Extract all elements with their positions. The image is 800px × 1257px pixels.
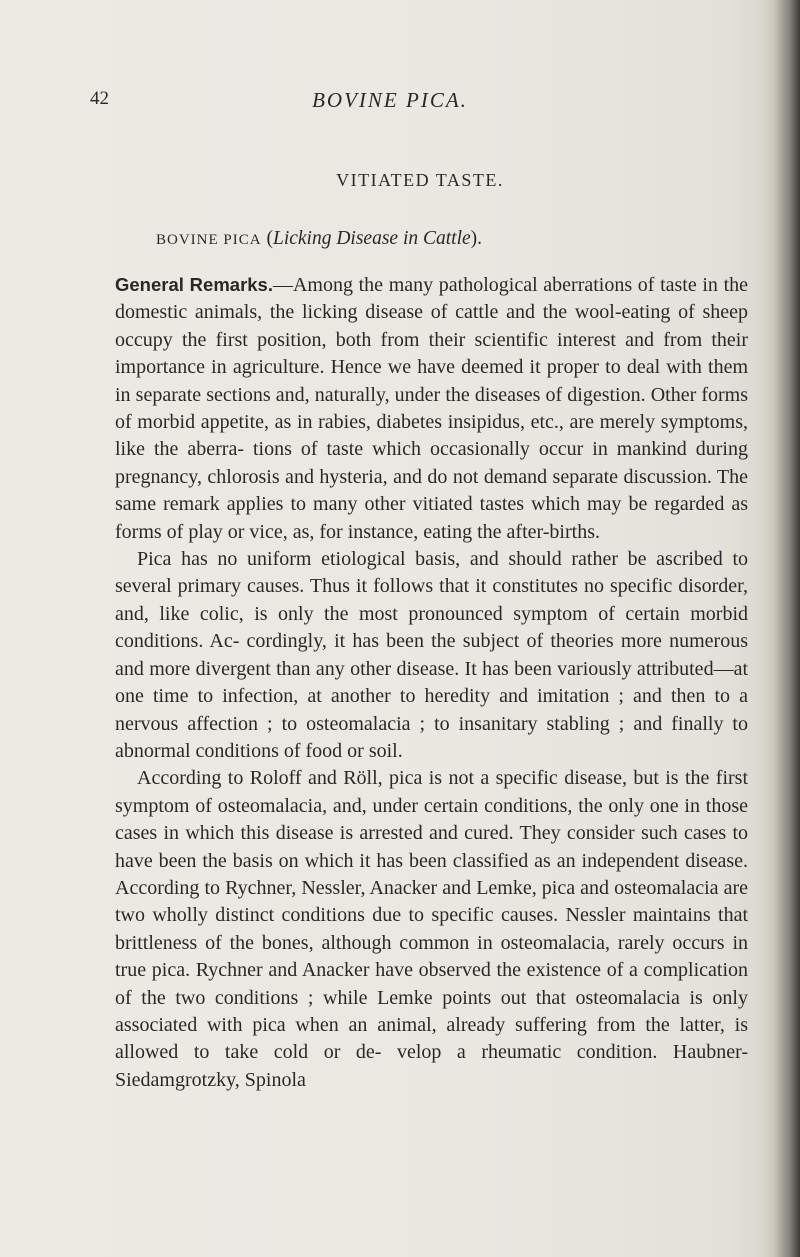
paragraph-general-remarks [115,271,748,546]
body-text [115,271,748,1094]
section-title-open-paren: ( [261,228,273,249]
section-title-close: ). [470,228,483,249]
page-binding-shadow [760,0,800,1257]
paragraph-3: According to Roloff and Röll, pica is not a specific disease, but is the first symptom of osteomalacia, and, under certain conditions, the only one in those cases in which this disease is arrested and cured. They consider such cases to have been the basis on which it has been classified as an independent disease. According to Rychner, Nessler, Anacker and Lemke, pica and osteomalacia are two wholly distinct conditions due to specific causes. Nessler maintains that brittleness of the bones, although common in osteomalacia, rarely occurs in true pica. Rychner and Anacker have observed the existence of a complication of the two conditions ; while Lemke points out that osteomalacia is only associated with pica when an animal, already suffering from the latter, is allowed to take cold or de- velop a rheumatic condition. Haubner-Siedamgrotzky, Spinola [115,767,748,1091]
running-head: BOVINE PICA. [312,88,468,112]
paragraph-1-text: —Among the many pathological aberrations of taste in the domestic animals, the licking disease of cattle and the wool-eating of sheep occupy the first position, both from their scientific interest and from their importance in agriculture. Hence we have deemed it proper to deal with them in separate sections and, naturally, under the diseases of digestion. Other forms of morbid appetite, as in rabies, diabetes insipidus, etc., are merely symptoms, like the aberra- tions of taste which occasionally occur in mankind during pregnancy, chlorosis and hysteria, and do not demand separate discussion. The same remark applies to many other vitiated tastes which may be regarded as forms of play or vice, as, for instance, eating the after-births. [115,274,748,543]
page-header [90,88,750,118]
paragraph-2: Pica has no uniform etiological basis, and should rather be ascribed to several primary causes. Thus it follows that it constitutes no specific disorder, and, like colic, is only the most pronounced symptom of certain morbid conditions. Ac- cordingly, it has been the subject of theories more numerous and more divergent than any other disease. It has been variously attributed—at one time to infection, at another to heredity and imitation ; and then to a nervous affection ; to osteomalacia ; to insanitary stabling ; and finally to abnormal conditions of food or soil. [115,548,748,762]
page-number: 42 [90,88,109,109]
chapter-title: VITIATED TASTE. [336,170,504,190]
section-title-smallcaps: BOVINE PICA [156,232,262,248]
paragraph-lead: General Remarks. [115,274,273,295]
section-title [156,228,482,250]
section-title-italic: Licking Disease in Cattle [272,228,471,249]
